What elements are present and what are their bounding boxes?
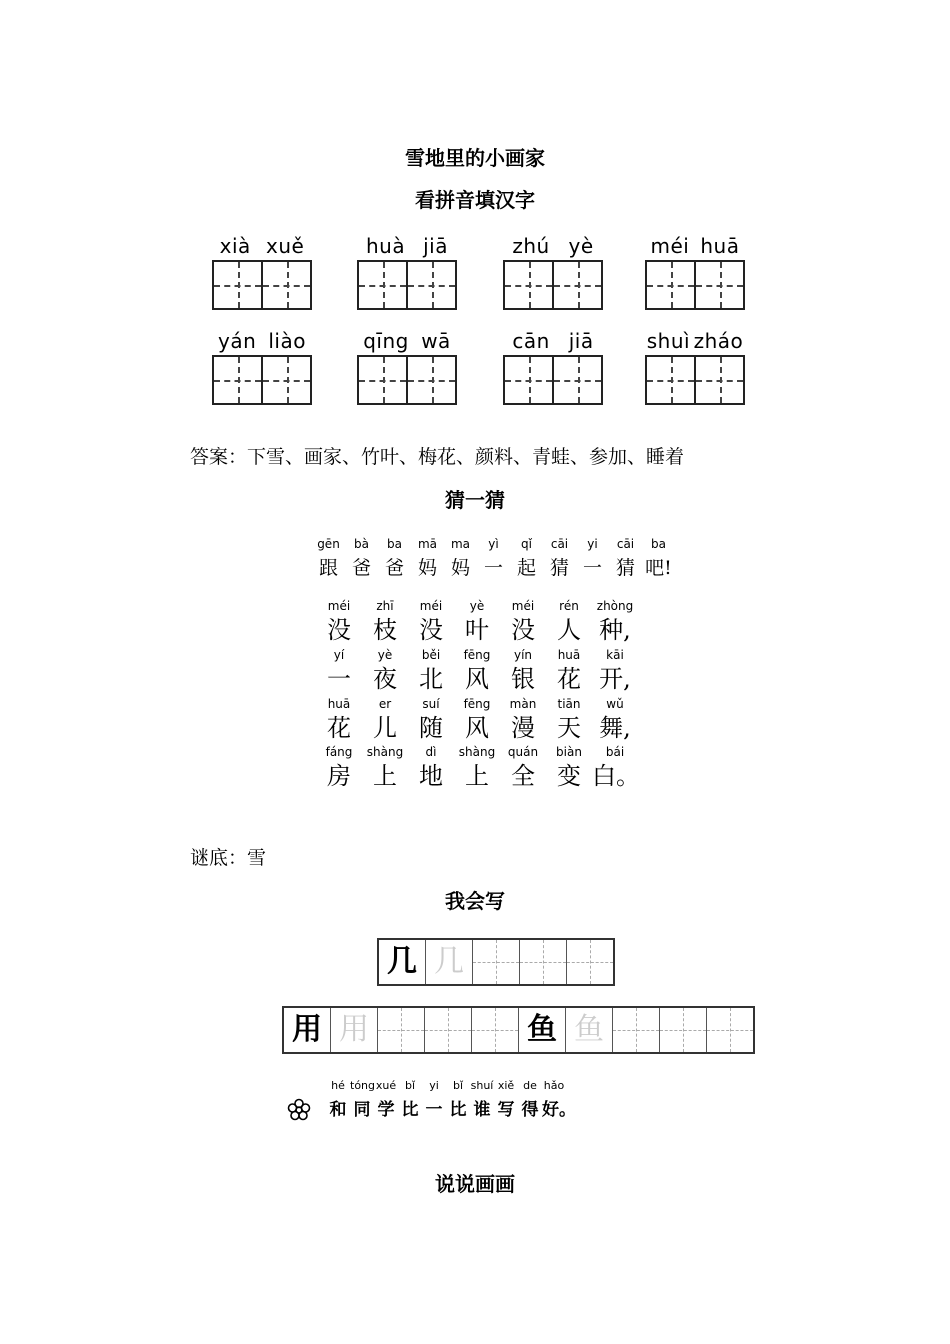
hanzi-char: 上 — [373, 762, 397, 790]
hanzi-char: 没 — [511, 616, 535, 644]
pinyin-syllable: wā — [421, 329, 451, 353]
pinyin-word — [212, 232, 312, 310]
tianzige-cell — [505, 262, 552, 308]
pinyin-syllable: er — [378, 697, 392, 711]
pinyin-syllable: ma — [450, 537, 471, 551]
pinyin-syllable: yì — [488, 537, 499, 551]
pinyin-line — [312, 536, 675, 552]
empty-writing-cell — [566, 940, 613, 984]
hanzi-char: 爸 — [384, 557, 404, 579]
pinyin-syllable: yè — [568, 234, 594, 258]
pinyin-syllable: yín — [513, 648, 533, 662]
writing-box — [357, 355, 457, 405]
empty-writing-cell — [519, 940, 566, 984]
pinyin-syllable: zhú — [512, 234, 550, 258]
hanzi-char: 北 — [419, 665, 443, 693]
pinyin-word — [212, 327, 312, 405]
pinyin-syllable: ba — [651, 537, 666, 551]
pinyin-syllable: huā — [557, 648, 581, 662]
hanzi-line — [316, 760, 638, 792]
pinyin-syllable: biàn — [556, 745, 582, 759]
hanzi-char: 种, — [599, 616, 631, 644]
hanzi-char: 一 — [582, 557, 602, 579]
hanzi-char: 花 — [327, 714, 351, 742]
writing-box — [503, 260, 603, 310]
hanzi-char: 舞, — [599, 714, 631, 742]
hanzi-char: 一 — [425, 1100, 443, 1120]
writing-char: 用 — [330, 1008, 377, 1052]
riddle-line — [316, 598, 638, 646]
tianzige-cell — [406, 357, 455, 403]
pinyin-line — [316, 696, 638, 712]
hanzi-char: 妈 — [417, 557, 437, 579]
answer-text: 答案：下雪、画家、竹叶、梅花、颜料、青蛙、参加、睡着 — [190, 446, 685, 468]
tianzige-cell — [552, 262, 601, 308]
hanzi-char: 开, — [599, 665, 631, 693]
pinyin-syllable: yè — [377, 648, 393, 662]
pinyin-syllable: rén — [559, 599, 579, 613]
pinyin-line — [316, 744, 638, 760]
pinyin-word — [645, 232, 745, 310]
empty-writing-cell — [377, 1008, 424, 1052]
pinyin-syllable: xià — [219, 234, 251, 258]
pinyin-label — [645, 327, 745, 355]
pinyin-syllable: xiě — [497, 1079, 515, 1092]
riddle-line — [316, 744, 638, 792]
hanzi-char: 天 — [557, 714, 581, 742]
pinyin-label — [212, 232, 312, 260]
hanzi-char: 和 — [329, 1100, 347, 1120]
pinyin-syllable: bà — [354, 537, 369, 551]
pinyin-syllable: cān — [512, 329, 550, 353]
tianzige-cell — [406, 262, 455, 308]
writing-char: 几 — [387, 944, 417, 979]
pinyin-label — [645, 232, 745, 260]
pinyin-word — [645, 327, 745, 405]
riddle-line — [316, 647, 638, 695]
empty-writing-cell — [659, 1008, 706, 1052]
pinyin-syllable: zhòng — [596, 599, 634, 613]
section-heading-riddle: 猜一猜 — [445, 488, 505, 512]
pinyin-syllable: kāi — [606, 648, 624, 662]
hanzi-char: 一 — [483, 557, 503, 579]
pinyin-syllable: shuì — [646, 329, 691, 353]
pinyin-syllable: tóng — [350, 1079, 375, 1092]
pinyin-syllable: quán — [507, 745, 539, 759]
pinyin-syllable: xué — [375, 1079, 397, 1092]
pinyin-word — [503, 327, 603, 405]
pinyin-syllable: tiān — [557, 697, 581, 711]
pinyin-syllable: ba — [387, 537, 402, 551]
hanzi-line — [316, 712, 638, 744]
pinyin-syllable: zháo — [693, 329, 744, 353]
pinyin-syllable: bái — [605, 745, 625, 759]
tianzige-cell — [505, 357, 552, 403]
tianzige-cell — [214, 357, 261, 403]
hanzi-char: 比 — [401, 1100, 419, 1120]
pinyin-syllable: mā — [417, 537, 438, 551]
pinyin-syllable: jiā — [423, 234, 448, 258]
pinyin-syllable: huà — [366, 234, 406, 258]
hanzi-char: 猜 — [549, 557, 569, 579]
flower-icon — [287, 1098, 311, 1122]
pinyin-syllable: yè — [469, 599, 485, 613]
tianzige-cell — [261, 262, 310, 308]
hanzi-char: 得 — [521, 1100, 539, 1120]
writing-box — [645, 355, 745, 405]
writing-row-2 — [282, 1006, 755, 1054]
hanzi-char: 风 — [465, 665, 489, 693]
pinyin-syllable: jiā — [568, 329, 594, 353]
pinyin-label — [212, 327, 312, 355]
empty-writing-cell — [472, 940, 519, 984]
hanzi-char: 人 — [557, 616, 581, 644]
writing-char: 几 — [425, 940, 472, 984]
pinyin-syllable: qǐ — [521, 537, 532, 551]
pinyin-line — [316, 647, 638, 663]
hanzi-char: 白。 — [592, 762, 640, 790]
pinyin-syllable: shàng — [458, 745, 496, 759]
riddle-answer: 谜底：雪 — [190, 847, 267, 869]
tianzige-cell — [261, 357, 310, 403]
hanzi-char: 银 — [511, 665, 535, 693]
hanzi-line — [316, 614, 638, 646]
empty-writing-cell — [706, 1008, 753, 1052]
hanzi-char: 猜 — [615, 557, 635, 579]
pinyin-syllable: běi — [421, 648, 441, 662]
pinyin-label — [503, 232, 603, 260]
pinyin-syllable: yí — [333, 648, 345, 662]
tianzige-cell — [647, 357, 694, 403]
hanzi-char: 房 — [327, 762, 351, 790]
writing-box — [503, 355, 603, 405]
section-heading-write: 我会写 — [445, 889, 505, 913]
pinyin-syllable: bǐ — [404, 1079, 416, 1092]
pinyin-syllable: huā — [327, 697, 351, 711]
pinyin-syllable: qīng — [363, 329, 409, 353]
tianzige-cell — [214, 262, 261, 308]
writing-box — [645, 260, 745, 310]
pinyin-syllable: yi — [587, 537, 598, 551]
hanzi-char: 全 — [511, 762, 535, 790]
pinyin-syllable: yi — [429, 1079, 439, 1092]
pinyin-syllable: bǐ — [452, 1079, 464, 1092]
empty-writing-cell — [612, 1008, 659, 1052]
pinyin-word — [357, 232, 457, 310]
pinyin-syllable: liào — [268, 329, 306, 353]
writing-char: 用 — [292, 1012, 322, 1047]
pinyin-syllable: méi — [650, 234, 690, 258]
pinyin-syllable: hé — [331, 1079, 345, 1092]
hanzi-char: 妈 — [450, 557, 470, 579]
pinyin-syllable: dì — [425, 745, 437, 759]
riddle-line — [316, 696, 638, 744]
section-heading-draw: 说说画画 — [435, 1172, 515, 1196]
section-heading-pinyin: 看拼音填汉字 — [415, 188, 535, 212]
writing-char: 鱼 — [565, 1008, 612, 1052]
tianzige-cell — [359, 357, 406, 403]
hanzi-char: 枝 — [373, 616, 397, 644]
hanzi-char: 起 — [516, 557, 536, 579]
hanzi-char: 地 — [419, 762, 443, 790]
writing-box — [212, 355, 312, 405]
hanzi-line — [316, 663, 638, 695]
pinyin-syllable: cāi — [616, 537, 635, 551]
hanzi-char: 跟 — [318, 557, 338, 579]
pinyin-syllable: xuě — [266, 234, 305, 258]
hanzi-char: 没 — [419, 616, 443, 644]
hanzi-char: 比 — [449, 1100, 467, 1120]
page-title: 雪地里的小画家 — [405, 146, 545, 170]
hanzi-char: 夜 — [373, 665, 397, 693]
hanzi-char: 谁 — [473, 1100, 491, 1120]
hanzi-char: 儿 — [373, 714, 397, 742]
pinyin-label — [357, 327, 457, 355]
pinyin-line — [316, 598, 638, 614]
pinyin-syllable: fēng — [463, 697, 491, 711]
pinyin-syllable: fáng — [325, 745, 353, 759]
pinyin-word — [357, 327, 457, 405]
pinyin-syllable: cāi — [550, 537, 569, 551]
writing-box — [212, 260, 312, 310]
pinyin-syllable: suí — [422, 697, 440, 711]
hanzi-char: 爸 — [351, 557, 371, 579]
writing-char: 鱼 — [518, 1008, 565, 1052]
writing-box — [357, 260, 457, 310]
pinyin-syllable: shàng — [366, 745, 404, 759]
pinyin-syllable: gēn — [317, 537, 340, 551]
hanzi-char: 风 — [465, 714, 489, 742]
hanzi-char: 学 — [377, 1100, 395, 1120]
pinyin-syllable: de — [523, 1079, 537, 1092]
pinyin-syllable: yán — [218, 329, 257, 353]
hanzi-char: 吧! — [645, 557, 672, 579]
hanzi-char: 花 — [557, 665, 581, 693]
tianzige-cell — [359, 262, 406, 308]
writing-row-1 — [377, 938, 615, 986]
tianzige-cell — [647, 262, 694, 308]
empty-writing-cell — [471, 1008, 518, 1052]
tianzige-cell — [694, 262, 743, 308]
hanzi-char: 一 — [327, 665, 351, 693]
pinyin-label — [357, 232, 457, 260]
pinyin-syllable: méi — [419, 599, 443, 613]
pinyin-word — [503, 232, 603, 310]
hanzi-char: 随 — [419, 714, 443, 742]
tianzige-cell — [552, 357, 601, 403]
pinyin-line — [326, 1078, 566, 1094]
empty-writing-cell — [424, 1008, 471, 1052]
hanzi-char: 上 — [465, 762, 489, 790]
pinyin-syllable: méi — [511, 599, 535, 613]
hanzi-char: 叶 — [465, 616, 489, 644]
pinyin-label — [503, 327, 603, 355]
hanzi-line — [326, 1094, 576, 1126]
riddle-intro — [312, 536, 675, 584]
pinyin-syllable: wǔ — [606, 697, 624, 711]
hanzi-char: 变 — [557, 762, 581, 790]
hanzi-char: 写 — [497, 1100, 515, 1120]
pinyin-syllable: hǎo — [543, 1079, 565, 1092]
hanzi-char: 同 — [353, 1100, 371, 1120]
pinyin-syllable: shuí — [470, 1079, 494, 1092]
pinyin-syllable: fēng — [463, 648, 491, 662]
pinyin-syllable: màn — [509, 697, 537, 711]
hanzi-char: 漫 — [511, 714, 535, 742]
tianzige-cell — [694, 357, 743, 403]
pinyin-syllable: méi — [327, 599, 351, 613]
pinyin-syllable: huā — [700, 234, 740, 258]
hanzi-char: 好。 — [542, 1100, 576, 1120]
hanzi-char: 没 — [327, 616, 351, 644]
pinyin-syllable: zhī — [376, 599, 394, 613]
writing-note — [326, 1078, 576, 1126]
hanzi-line — [312, 552, 675, 584]
